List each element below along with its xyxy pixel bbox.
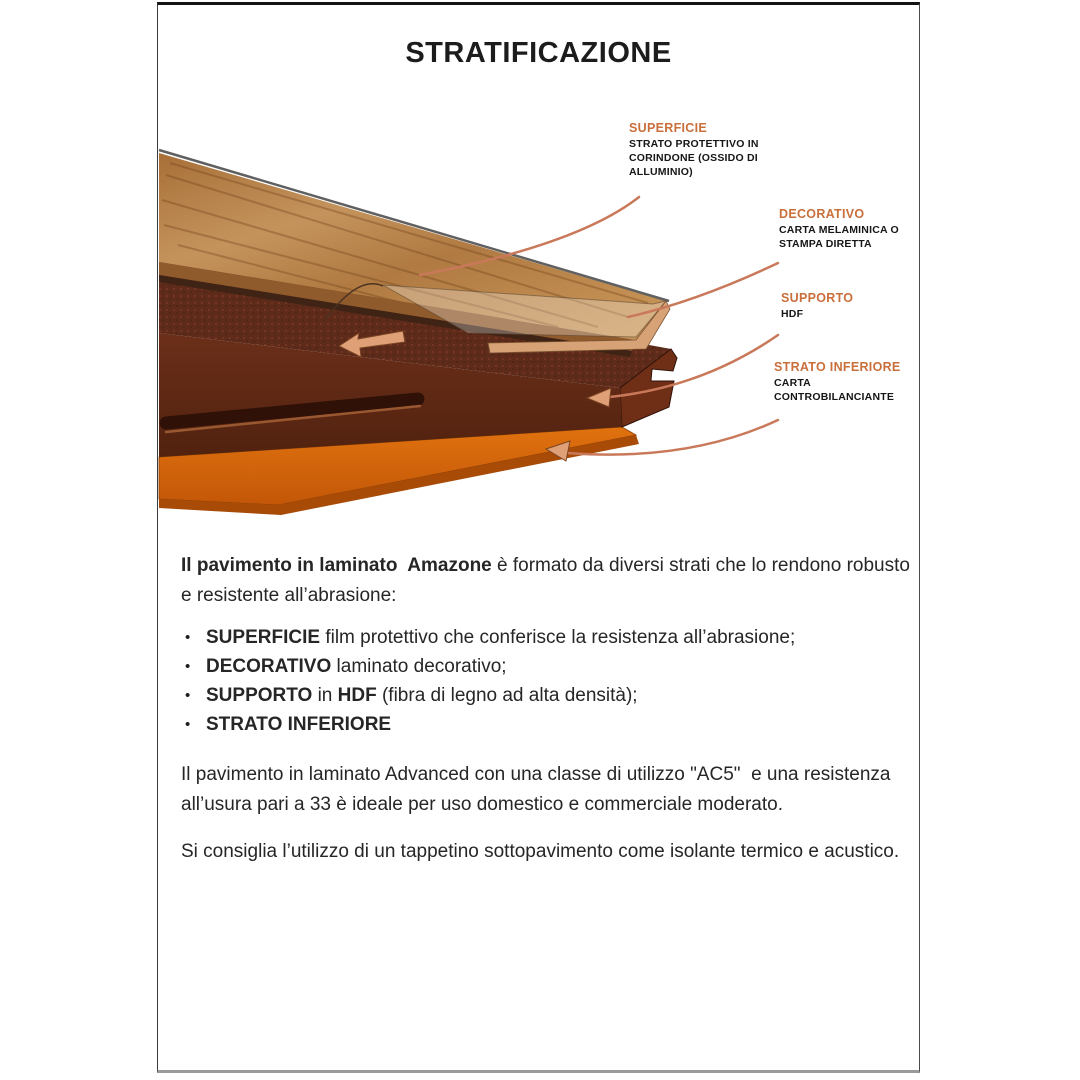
bullet-text-superficie: SUPERFICIE film protettivo che conferisce la resistenza all’abrasione; <box>206 627 796 648</box>
bullet-dot: • <box>185 658 191 675</box>
page-title: STRATIFICAZIONE <box>405 37 672 69</box>
label-superficie-title: SUPERFICIE <box>629 121 708 135</box>
laminate-layers-diagram <box>158 105 921 525</box>
label-decorativo <box>779 207 929 251</box>
layers-bullet-list <box>181 623 914 739</box>
label-strato-inferiore-title: STRATO INFERIORE <box>774 360 901 374</box>
bullet-dot: • <box>185 687 191 704</box>
list-item <box>181 710 914 739</box>
bullet-text-strato-inferiore: STRATO INFERIORE <box>206 714 392 735</box>
bullet-text-supporto: SUPPORTO in HDF (fibra di legno ad alta densità); <box>206 685 638 706</box>
underlay-advice-paragraph: Si consiglia l’utilizzo di un tappetino sottopavimento come isolante termico e acustico. <box>181 841 900 862</box>
list-item <box>181 681 914 710</box>
bullet-text-decorativo: DECORATIVO laminato decorativo; <box>206 656 507 677</box>
usage-class-paragraph: Il pavimento in laminato Advanced con una classe di utilizzo "AC5" e una resistenza all’usura pari a 33 è ideale per uso domestico e commerciale moderato. <box>181 764 896 815</box>
bullet-dot: • <box>185 716 191 733</box>
intro-paragraph: Il pavimento in laminato Amazone è formato da diversi strati che lo rendono robusto e resistente all’abrasione: <box>181 555 916 606</box>
list-item <box>181 652 914 681</box>
body-text-block <box>181 551 914 867</box>
label-superficie <box>629 121 779 179</box>
label-decorativo-desc: CARTA MELAMINICA O STAMPA DIRETTA <box>779 224 899 250</box>
label-strato-inferiore-desc: CARTA CONTROBILANCIANTE <box>774 377 895 403</box>
label-supporto-desc: HDF <box>781 308 804 320</box>
document-page <box>157 2 920 1073</box>
bullet-dot: • <box>185 629 191 646</box>
label-supporto <box>781 291 931 321</box>
label-supporto-title: SUPPORTO <box>781 291 854 305</box>
label-superficie-desc: STRATO PROTETTIVO IN CORINDONE (OSSIDO DI ALLUMINIO) <box>629 138 759 178</box>
list-item <box>181 623 914 652</box>
label-strato-inferiore <box>774 360 924 404</box>
label-decorativo-title: DECORATIVO <box>779 207 865 221</box>
